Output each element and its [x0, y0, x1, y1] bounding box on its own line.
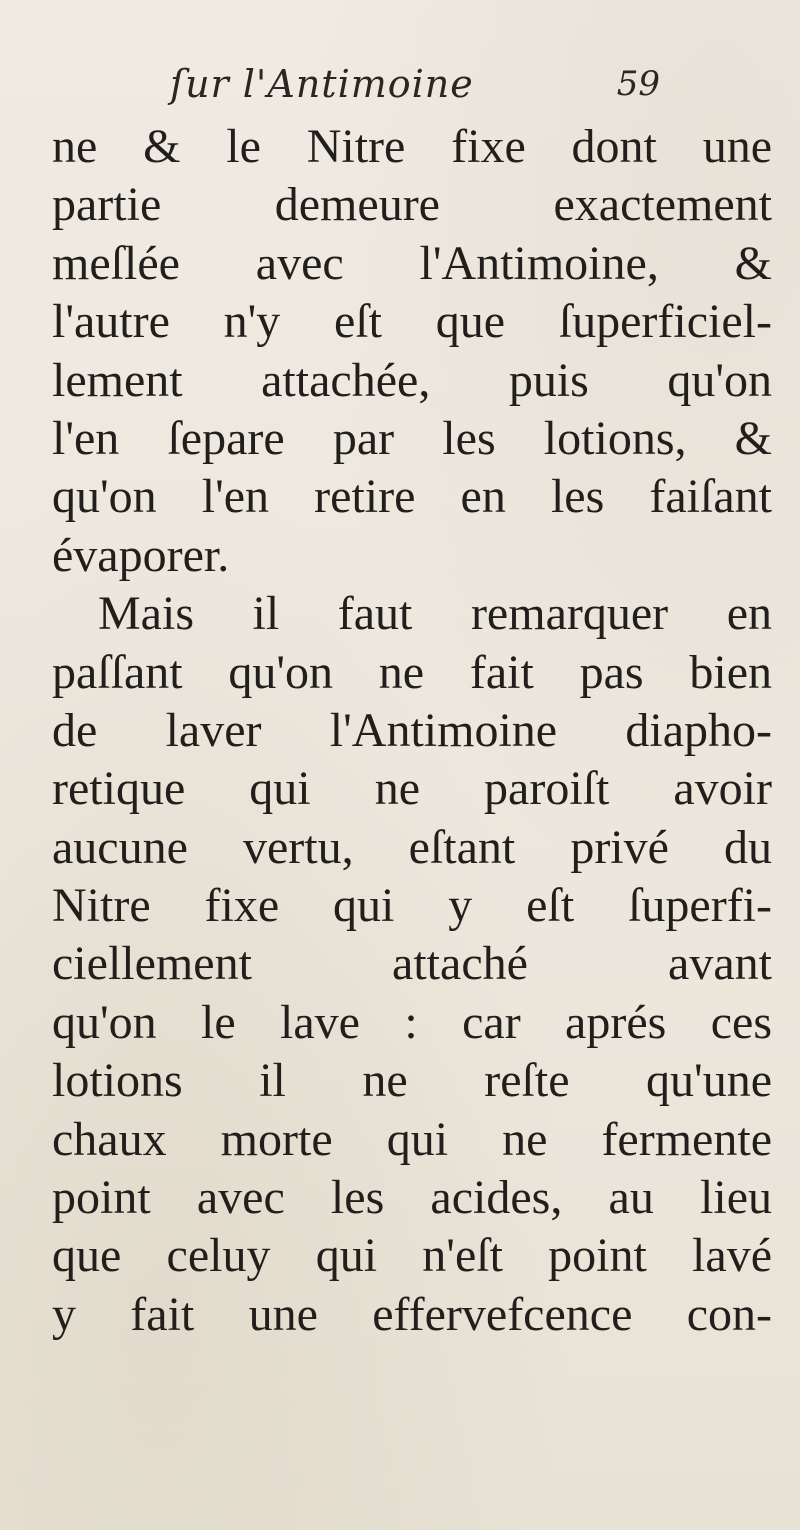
text-line: que celuy qui n'eſt point lavé — [52, 1229, 772, 1283]
text-line: partie demeure exactement — [52, 178, 772, 232]
text-line: lement attachée, puis qu'on — [52, 353, 772, 407]
text-line: aucune vertu, eſtant privé du — [52, 820, 772, 874]
text-line: meſlée avec l'Antimoine, & — [52, 236, 772, 290]
text-line: chaux morte qui ne fermente — [52, 1112, 772, 1166]
text-line: ne & le Nitre fixe dont une — [52, 120, 772, 173]
text-line: Nitre fixe qui y eſt ſuperfi- — [52, 879, 772, 933]
text-line: Mais il faut remarquer en — [98, 587, 772, 641]
running-title: ſur l'Antimoine — [170, 62, 474, 106]
text-line: y fait une effervefcence con- — [52, 1287, 772, 1341]
text-line: point avec les acides, au lieu — [52, 1171, 772, 1225]
text-line: lotions il ne reſte qu'une — [52, 1054, 772, 1108]
page-number: 59 — [616, 64, 660, 104]
text-line: retique qui ne paroiſt avoir — [52, 762, 772, 816]
text-line: paſſant qu'on ne fait pas bien — [52, 645, 772, 699]
text-line: qu'on l'en retire en les faiſant — [52, 470, 772, 524]
text-line: de laver l'Antimoine diapho- — [52, 703, 772, 757]
text-line: l'autre n'y eſt que ſuperficiel- — [52, 295, 772, 349]
text-line: ciellement attaché avant — [52, 937, 772, 991]
text-line: l'en ſepare par les lotions, & — [52, 411, 772, 465]
body-text — [52, 118, 772, 1344]
text-line: qu'on le lave : car aprés ces — [52, 995, 772, 1049]
running-head — [170, 62, 690, 114]
text-line: évaporer. — [52, 528, 230, 582]
